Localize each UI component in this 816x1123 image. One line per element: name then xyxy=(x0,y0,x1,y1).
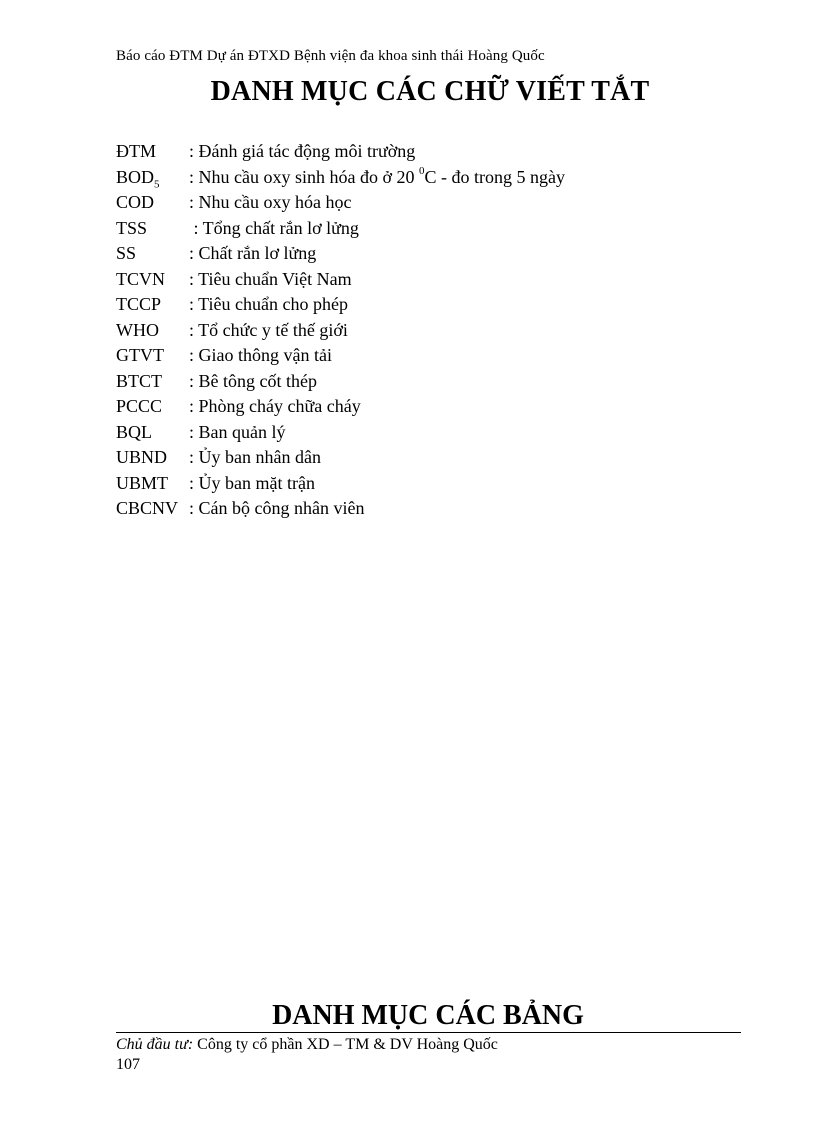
abbreviation-definition: : Chất rắn lơ lửng xyxy=(189,243,317,263)
footer-owner xyxy=(116,1036,498,1054)
list-item xyxy=(116,420,756,446)
abbreviation-definition: : Giao thông vận tải xyxy=(189,345,332,365)
list-item xyxy=(116,471,756,497)
list-item xyxy=(116,267,756,293)
abbreviation-term: $BOD_5$ xyxy=(116,166,160,191)
abbreviation-list xyxy=(116,139,756,522)
running-header: Báo cáo ĐTM Dự án ĐTXD Bệnh viện đa khoa sinh thái Hoàng Quốc xyxy=(116,48,545,64)
abbreviation-definition: : Bê tông cốt thép xyxy=(189,370,317,391)
abbreviation-definition: : Tiêu chuẩn Việt Nam xyxy=(189,268,352,289)
abbreviation-term: WHO xyxy=(116,319,159,340)
list-item xyxy=(116,139,756,165)
abbreviation-term: BQL xyxy=(116,421,152,442)
list-item xyxy=(116,394,756,420)
list-item xyxy=(116,496,756,522)
footer-divider xyxy=(116,1032,741,1033)
abbreviation-definition: : Nhu cầu oxy sinh hóa đo ở 20 $^0$C - đo trong 5 ngày xyxy=(189,164,565,187)
abbreviation-definition: : Đánh giá tác động môi trường xyxy=(189,141,416,161)
list-item xyxy=(116,369,756,395)
list-item xyxy=(116,318,756,344)
page-number: 107 xyxy=(116,1056,140,1073)
abbreviation-term: TCCP xyxy=(116,294,162,314)
list-item xyxy=(116,445,756,471)
abbreviation-term: TCVN xyxy=(116,268,165,289)
abbreviation-term: ĐTM xyxy=(116,141,156,161)
abbreviation-term: BTCT xyxy=(116,370,163,391)
list-item xyxy=(116,190,756,216)
page-title: DANH MỤC CÁC CHỮ VIẾT TẮT xyxy=(210,76,650,107)
abbreviation-definition: : Nhu cầu oxy hóa học xyxy=(189,192,352,212)
abbreviation-definition: : Ban quản lý xyxy=(189,421,286,442)
abbreviation-definition: : Tổng chất rắn lơ lửng xyxy=(189,217,359,238)
abbreviation-term: GTVT xyxy=(116,345,164,365)
abbreviation-definition: : Ủy ban mặt trận xyxy=(189,472,315,493)
subscript: 5 xyxy=(154,178,160,191)
abbreviation-definition: : Tiêu chuẩn cho phép xyxy=(189,294,348,314)
abbreviation-term: CBCNV xyxy=(116,498,179,518)
list-item xyxy=(116,216,756,242)
abbreviation-term: TSS xyxy=(116,217,148,238)
list-item xyxy=(116,343,756,369)
abbreviation-definition: : Tổ chức y tế thế giới xyxy=(189,319,348,340)
superscript: 0 xyxy=(419,164,425,177)
abbreviation-definition: : Cán bộ công nhân viên xyxy=(189,498,365,518)
list-item xyxy=(116,241,756,267)
abbreviation-term: UBMT xyxy=(116,472,169,493)
footer-owner-value: Công ty cổ phần XD – TM & DV Hoàng Quốc xyxy=(193,1036,498,1053)
abbreviation-definition: : Ủy ban nhân dân xyxy=(189,447,321,467)
list-item xyxy=(116,165,756,191)
abbreviation-term: UBND xyxy=(116,447,168,467)
section-title: DANH MỤC CÁC BẢNG xyxy=(272,1000,584,1031)
abbreviation-term: SS xyxy=(116,243,137,263)
footer-owner-label: Chủ đầu tư: xyxy=(116,1036,194,1053)
list-item xyxy=(116,292,756,318)
abbreviation-term: PCCC xyxy=(116,396,163,416)
abbreviation-definition: : Phòng cháy chữa cháy xyxy=(189,396,361,416)
abbreviation-term: COD xyxy=(116,192,155,212)
